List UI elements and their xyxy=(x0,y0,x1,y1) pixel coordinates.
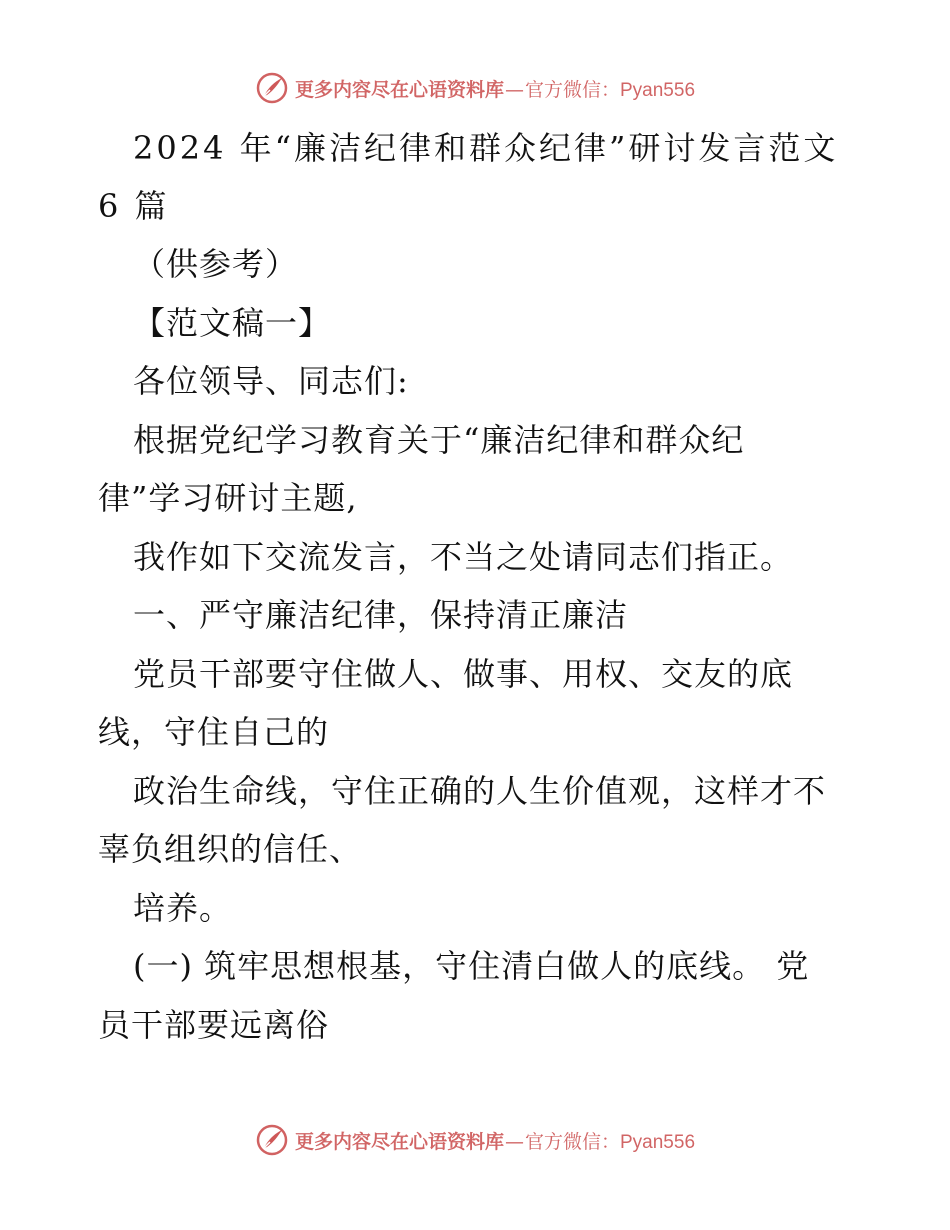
paragraph-1-line-3: 政治生命线，守住正确的人生价值观，这样才不 xyxy=(133,772,827,810)
paragraph-1-line-4: 辜负组织的信任、 xyxy=(98,830,363,868)
subsection-1-line-1: (一) 筑牢思想根基，守住清白做人的底线。 党 xyxy=(133,947,810,985)
intro-line-1: 根据党纪学习教育关于“廉洁纪律和群众纪 xyxy=(133,421,745,459)
intro-line-3: 我作如下交流发言，不当之处请同志们指正。 xyxy=(133,538,794,576)
paragraph-1-line-2: 线，守住自己的 xyxy=(98,713,330,751)
salutation: 各位领导、同志们: xyxy=(133,362,409,400)
watermark-brand: 更多内容尽在心语资料库 xyxy=(294,1130,504,1153)
watermark-text xyxy=(295,1127,695,1154)
document-title-line-1: 2024 年“廉洁纪律和群众纪律”研讨发言范文 xyxy=(133,129,839,167)
quill-logo-icon xyxy=(255,1123,289,1157)
watermark-brand: 更多内容尽在心语资料库 xyxy=(294,78,504,101)
document-title-line-2: 6 篇 xyxy=(98,187,170,225)
subsection-1-line-2: 员干部要远离俗 xyxy=(98,1006,330,1044)
watermark-dash: — xyxy=(504,78,524,101)
paragraph-1-line-5: 培养。 xyxy=(133,889,233,927)
watermark-wechat-label: 官方微信： xyxy=(524,78,620,101)
reference-note: （供参考） xyxy=(133,245,299,283)
paragraph-1-line-1: 党员干部要守住做人、做事、用权、交友的底 xyxy=(133,655,794,693)
watermark-wechat-id: Pyan556 xyxy=(620,1131,696,1153)
part-1-heading: 一、严守廉洁纪律，保持清正廉洁 xyxy=(133,596,629,634)
watermark-wechat-label: 官方微信： xyxy=(524,1130,620,1153)
section-heading: 【范文稿一】 xyxy=(133,304,332,342)
intro-line-2: 律”学习研讨主题, xyxy=(98,479,358,517)
footer-watermark xyxy=(0,1120,950,1160)
watermark-wechat-id: Pyan556 xyxy=(620,79,696,101)
watermark-dash: — xyxy=(504,1130,524,1153)
